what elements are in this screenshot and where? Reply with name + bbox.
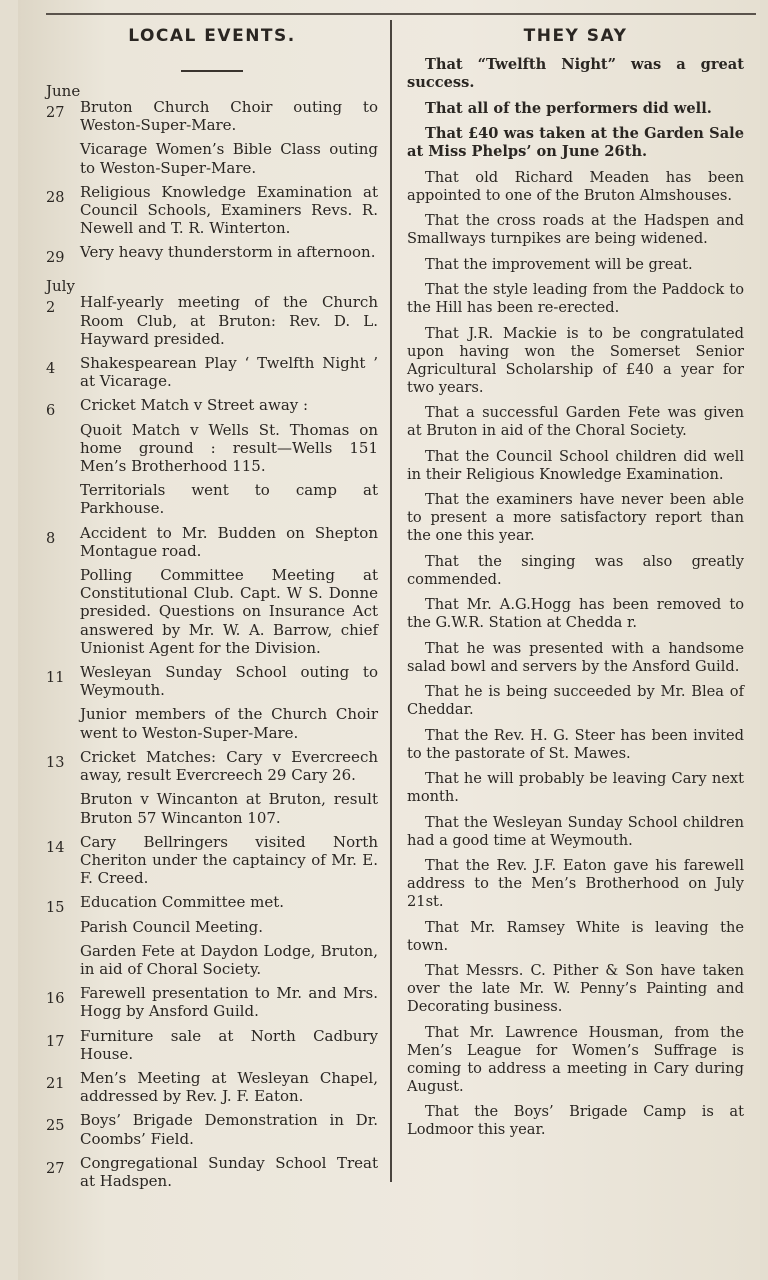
local-events-heading: LOCAL EVENTS. xyxy=(128,26,296,46)
they-say-item: That the examiners have never been able to present a more satisfactory report than the one this year. xyxy=(407,491,744,544)
event-day xyxy=(46,183,378,238)
event-day xyxy=(46,984,378,1020)
event-date: 11 xyxy=(46,670,65,687)
they-say-item: That the improvement will be great. xyxy=(425,255,693,273)
event-entry: Vicarage Women’s Bible Class outing to Weston-Super-Mare. xyxy=(80,140,378,177)
they-say-item: That the Boys’ Brigade Camp is at Lodmoor this year. xyxy=(407,1103,744,1138)
event-entries xyxy=(80,183,378,238)
event-date: 14 xyxy=(46,839,65,856)
event-date: 16 xyxy=(46,991,65,1008)
event-date: 28 xyxy=(46,189,65,206)
event-entry: Polling Committee Meeting at Constitutional Club. Capt. W S. Donne presided. Questions on Insurance Act answered by Mr. W. A. Barrow, chief Unionist Agent for the Division. xyxy=(80,566,378,657)
event-entry: Junior members of the Church Choir went to Weston-Super-Mare. xyxy=(80,705,378,742)
they-say-item: That the Rev. J.F. Eaton gave his farewell address to the Men’s Brotherhood on July 21st. xyxy=(407,857,744,910)
event-entry: Cricket Match v Street away : xyxy=(80,396,309,415)
event-day xyxy=(46,1069,378,1105)
event-entry: Religious Knowledge Examination at Council Schools, Examiners Revs. R. Newell and T. R. Winterton. xyxy=(80,182,378,238)
they-say-item: That a successful Garden Fete was given at Bruton in aid of the Choral Society. xyxy=(407,404,744,439)
top-rule xyxy=(46,13,756,15)
event-day xyxy=(46,396,378,517)
event-day xyxy=(46,1111,378,1147)
event-day xyxy=(46,1027,378,1063)
event-entry: Bruton Church Choir outing to Weston-Super-Mare. xyxy=(80,98,378,135)
event-entry: Wesleyan Sunday School outing to Weymouth. xyxy=(80,663,378,700)
they-say-item: That the cross roads at the Hadspen and Smallways turnpikes are being widened. xyxy=(407,212,744,247)
event-date: 8 xyxy=(46,530,56,547)
event-date: 27 xyxy=(46,105,65,121)
local-events-column xyxy=(46,22,378,1196)
event-entries xyxy=(80,748,378,827)
event-entry: Boys’ Brigade Demonstration in Dr. Coombs’ Field. xyxy=(80,1111,378,1148)
event-entry: Very heavy thunderstorm in afternoon. xyxy=(80,243,376,262)
event-day xyxy=(46,748,378,827)
they-say-item: That Messrs. C. Pither & Son have taken over the late Mr. W. Penny’s Painting and Decorating business. xyxy=(407,962,744,1015)
month-label: June xyxy=(46,82,81,100)
they-say-item: That the Rev. H. G. Steer has been invited to the pastorate of St. Mawes. xyxy=(407,726,744,762)
event-entries xyxy=(80,98,378,177)
event-entries xyxy=(80,893,378,978)
event-entries xyxy=(80,524,378,657)
they-say-heading: THEY SAY xyxy=(523,26,628,46)
event-entry: Farewell presentation to Mr. and Mrs. Hogg by Ansford Guild. xyxy=(80,984,378,1021)
event-entry: Bruton v Wincanton at Bruton, result Bruton 57 Wincanton 107. xyxy=(80,790,378,827)
event-day xyxy=(46,1154,378,1190)
event-entries xyxy=(80,1069,378,1105)
they-say-item: That he was presented with a handsome salad bowl and servers by the Ansford Guild. xyxy=(407,639,744,675)
they-say-item: That the style leading from the Paddock to the Hill has been re-erected. xyxy=(407,281,744,316)
event-entries xyxy=(80,1154,378,1190)
event-date: 25 xyxy=(46,1118,65,1135)
they-say-item: That all of the performers did well. xyxy=(425,99,712,117)
event-date: 27 xyxy=(46,1160,65,1177)
event-entry: Education Committee met. xyxy=(80,893,285,912)
event-day xyxy=(46,524,378,657)
they-say-item: That J.R. Mackie is to be congratulated upon having won the Somerset Senior Agricultural Scholarship of £40 a year for two years. xyxy=(407,324,744,396)
event-day xyxy=(46,893,378,978)
they-say-item: That the singing was also greatly commended. xyxy=(407,552,744,588)
event-entry: Shakespearean Play ‘ Twelfth Night ’ at Vicarage. xyxy=(80,354,378,391)
event-day xyxy=(46,243,378,267)
heading-rule xyxy=(181,70,243,72)
event-entry: Half-yearly meeting of the Church Room Club, at Bruton: Rev. D. L. Hayward presided. xyxy=(80,293,378,348)
they-say-item: That the Wesleyan Sunday School children had a good time at Weymouth. xyxy=(407,813,744,849)
event-entries xyxy=(80,354,378,390)
event-day xyxy=(46,663,378,742)
event-entry: Territorials went to camp at Parkhouse. xyxy=(80,481,378,518)
newsletter-page xyxy=(18,0,760,1280)
event-entry: Garden Fete at Daydon Lodge, Bruton, in aid of Choral Society. xyxy=(80,941,378,978)
event-entries xyxy=(80,243,378,267)
event-day xyxy=(46,833,378,888)
they-say-item: That old Richard Meaden has been appointed to one of the Bruton Almshouses. xyxy=(407,168,744,204)
event-date: 29 xyxy=(46,250,65,267)
they-say-item: That Mr. A.G.Hogg has been removed to the G.W.R. Station at Chedda r. xyxy=(407,596,744,631)
they-say-column xyxy=(407,22,744,1147)
event-date: 21 xyxy=(46,1075,65,1092)
they-say-item: That the Council School children did well in their Religious Knowledge Examination. xyxy=(407,447,744,483)
column-divider xyxy=(390,20,392,1182)
event-date: 6 xyxy=(46,403,56,420)
event-entry: Cary Bellringers visited North Cheriton under the captaincy of Mr. E. F. Creed. xyxy=(80,832,378,888)
event-entries xyxy=(80,984,378,1020)
event-entry: Furniture sale at North Cadbury House. xyxy=(80,1026,378,1063)
event-entries xyxy=(80,833,378,888)
event-day xyxy=(46,98,378,177)
event-entry: Parish Council Meeting. xyxy=(80,917,264,936)
event-day xyxy=(46,293,378,348)
event-date: 17 xyxy=(46,1033,65,1050)
they-say-item: That Mr. Lawrence Housman, from the Men’s League for Women’s Suffrage is coming to address a meeting in Cary during August. xyxy=(407,1023,744,1095)
they-say-item: That he is being succeeded by Mr. Blea of Cheddar. xyxy=(407,683,744,718)
event-entries xyxy=(80,396,378,517)
they-say-item: That Mr. Ramsey White is leaving the town. xyxy=(407,918,744,954)
event-entries xyxy=(80,293,378,348)
event-entries xyxy=(80,663,378,742)
event-day xyxy=(46,354,378,390)
event-entry: Men’s Meeting at Wesleyan Chapel, addressed by Rev. J. F. Eaton. xyxy=(80,1068,378,1106)
event-date: 4 xyxy=(46,361,56,378)
events-list xyxy=(46,82,378,1190)
they-say-list xyxy=(407,56,744,1139)
month-label: July xyxy=(46,277,75,296)
event-date: 13 xyxy=(46,754,65,771)
they-say-item: That “Twelfth Night” was a great success. xyxy=(407,56,744,91)
they-say-item: That £40 was taken at the Garden Sale at Miss Phelps’ on June 26th. xyxy=(407,125,744,160)
event-date: 2 xyxy=(46,300,56,317)
event-entry: Cricket Matches: Cary v Evercreech away, result Evercreech 29 Cary 26. xyxy=(80,747,378,785)
they-say-item: That he will probably be leaving Cary next month. xyxy=(407,770,744,805)
event-date: 15 xyxy=(46,900,65,917)
event-entry: Quoit Match v Wells St. Thomas on home ground : result—Wells 151 Men’s Brotherhood 115. xyxy=(80,420,378,476)
event-entries xyxy=(80,1111,378,1147)
event-entry: Congregational Sunday School Treat at Hadspen. xyxy=(80,1153,378,1190)
event-entry: Accident to Mr. Budden on Shepton Montague road. xyxy=(80,523,378,560)
event-entries xyxy=(80,1027,378,1063)
